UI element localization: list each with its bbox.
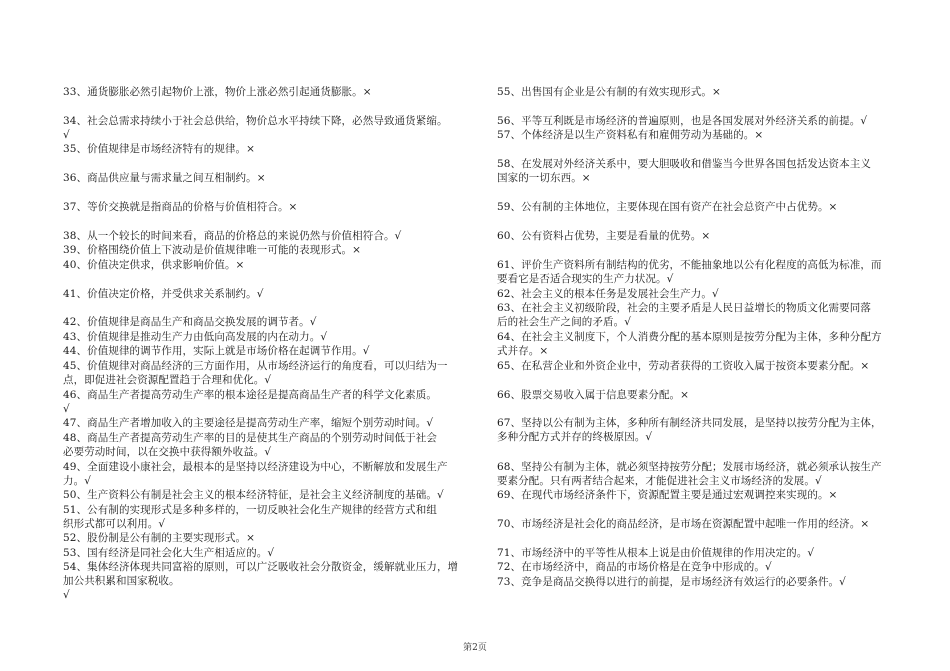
statement-33: 33、通货膨胀必然引起物价上涨，物价上涨必然引起通货膨胀。× [63, 86, 372, 98]
statement-66: 66、股票交易收入属于信息要素分配。× [497, 389, 690, 401]
statement-50: 50、生产资料公有制是社会主义的根本经济特征，是社会主义经济制度的基础。√ [63, 489, 444, 501]
statement-45: 45、价值规律对商品经济的三方面作用，从市场经济运行的角度看，可以归结为一 点，即促进社会资源配置趋于合理和优化。√ [63, 360, 448, 386]
statement-60: 60、公有资料占优势，主要是看量的优势。× [497, 230, 711, 242]
statement-70: 70、市场经济是社会化的商品经济，是市场在资源配置中起唯一作用的经济。× [497, 518, 870, 530]
statement-51: 51、公有制的实现形式是多种多样的，一切反映社会化生产规律的经营方式和组 织形式都可以利用。√ [63, 504, 437, 530]
statement-49: 49、全面建设小康社会，最根本的是坚持以经济建设为中心，不断解放和发展生产 力。√ [63, 461, 448, 487]
statement-42: 42、价值规律是商品生产和商品交换发展的调节者。√ [63, 316, 317, 328]
statement-46: 46、商品生产者提高劳动生产率的根本途径是提高商品生产者的科学文化素质。 √ [63, 389, 437, 415]
statement-57: 57、个体经济是以生产资料私有和雇佣劳动为基础的。× [497, 129, 764, 141]
statement-58: 58、在发展对外经济关系中，要大胆吸收和借鉴当今世界各国包括发达资本主义 国家的一切东西。× [497, 158, 871, 184]
statement-63: 63、在社会主义初级阶段，社会的主要矛盾是人民日益增长的物质文化需要同落 后的社会生产之间的矛盾。√ [497, 302, 871, 328]
statement-67: 67、坚持以公有制为主体，多种所有制经济共同发展，是坚持以按劳分配为主体， 多种分配方式并存的终极原因。√ [497, 417, 882, 443]
statement-56: 56、平等互利既是市场经济的普遍原则，也是各国发展对外经济关系的前提。√ [497, 115, 868, 127]
statement-34: 34、社会总需求持续小于社会总供给，物价总水平持续下降，必然导致通货紧缩。 √ [63, 115, 448, 141]
right-column [497, 0, 897, 671]
statement-37: 37、等价交换就是指商品的价格与价值相符合。× [63, 201, 298, 213]
statement-35: 35、价值规律是市场经济特有的规律。× [63, 143, 256, 155]
statement-43: 43、价值规律是推动生产力由低向高发展的内在动力。√ [63, 331, 328, 343]
statement-69: 69、在现代市场经济条件下，资源配置主要是通过宏观调控来实现的。× [497, 489, 838, 501]
statement-53: 53、国有经济是同社会化大生产相适应的。√ [63, 547, 275, 559]
statement-73: 73、竞争是商品交换得以进行的前提，是市场经济有效运行的必要条件。√ [497, 576, 846, 588]
statement-64: 64、在社会主义制度下，个人消费分配的基本原则是按劳分配为主体，多种分配方 式并存。× [497, 331, 882, 357]
statement-71: 71、市场经济中的平等性从根本上说是由价值规律的作用决定的。√ [497, 547, 815, 559]
statement-38: 38、从一个较长的时间来看，商品的价格总的来说仍然与价值相符合。√ [63, 230, 402, 242]
left-column [63, 0, 463, 671]
statement-48: 48、商品生产者提高劳动生产率的目的是使其生产商品的个别劳动时间低于社会 必要劳动时间，以在交换中获得额外收益。√ [63, 432, 437, 458]
statement-61: 61、评价生产资料所有制结构的优劣，不能抽象地以公有化程度的高低为标准，而 要看它是否适合现实的生产力状况。√ [497, 259, 882, 285]
statement-40: 40、价值决定供求，供求影响价值。× [63, 259, 245, 271]
statement-62: 62、社会主义的根本任务是发展社会生产力。√ [497, 288, 719, 300]
statement-72: 72、在市场经济中，商品的市场价格是在竞争中形成的。√ [497, 561, 772, 573]
statement-36: 36、商品供应量与需求量之间互相制约。× [63, 172, 266, 184]
statement-52: 52、股份制是公有制的主要实现形式。× [63, 532, 256, 544]
statement-54: 54、集体经济体现共同富裕的原则，可以广泛吸收社会分散资金，缓解就业压力，增加公共积累和国家税收。 √ [63, 561, 459, 601]
statement-44: 44、价值规律的调节作用，实际上就是市场价格在起调节作用。√ [63, 345, 370, 357]
statement-59: 59、公有制的主体地位，主要体现在国有资产在社会总资产中占优势。× [497, 201, 838, 213]
statement-65: 65、在私营企业和外资企业中，劳动者获得的工资收入属于按资本要素分配。× [497, 360, 870, 372]
statement-41: 41、价值决定价格，并受供求关系制约。√ [63, 288, 264, 300]
statement-47: 47、商品生产者增加收入的主要途径是提高劳动生产率，缩短个别劳动时间。√ [63, 417, 434, 429]
statement-55: 55、出售国有企业是公有制的有效实现形式。× [497, 86, 721, 98]
statement-39: 39、价格围绕价值上下波动是价值规律唯一可能的表现形式。× [63, 244, 362, 256]
page-number: 第2页 [463, 643, 487, 653]
statement-68: 68、坚持公有制为主体，就必须坚持按劳分配；发展市场经济，就必须承认按生产 要素分配。只有两者结合起来，才能促进社会主义市场经济的发展。√ [497, 461, 882, 487]
